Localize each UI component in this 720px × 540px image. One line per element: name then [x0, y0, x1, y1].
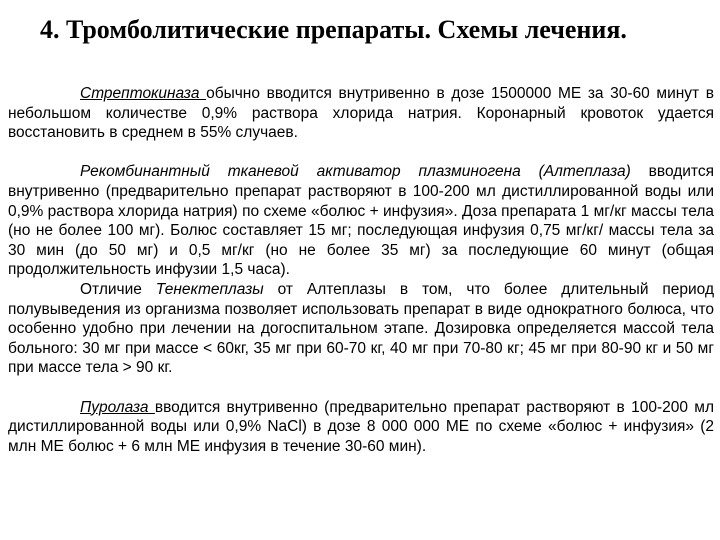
- paragraph-tenecteplase-lead: Отличие: [80, 280, 156, 298]
- slide-body: [8, 84, 714, 456]
- paragraph-alteplase-text: вводится внутривенно (предварительно препарат растворяют в 100-200 мл дистиллированной воды или 0,9% раствора хлорида натрия) по схеме «болюс + инфузия». Доза препарата 1 мг/кг массы тела (но не более 100 мг). Болюс составляет 15 мг; последующая инфузия 0,75 мг/кг/ массы тела за 30 мин (до 50 мг) и 0,5 мг/кг (но не более 35 мг) за последующие 60 минут (общая продолжительность инфузии 1,5 часа).: [8, 163, 715, 279]
- slide-title: 4. Тромболитические препараты. Схемы лечения.: [40, 15, 627, 44]
- drug-name-alteplase: Рекомбинантный тканевой активатор плазминогена (Алтеплаза): [80, 163, 631, 181]
- paragraph-tenecteplase-text: от Алтеплазы в том, что более длительный период полувыведения из организма позволяет использовать препарат в виде однократного болюса, что особенно удобно при лечении на догоспитальном этапе. Дозировка определяется массой тела больного: 30 мг при массе < 60кг, 35 мг при 60-70 кг, 40 мг при 70-80 кг; 45 мг при 80-90 кг и 50 мг при массе тела > 90 кг.: [8, 280, 714, 377]
- drug-name-purolase: Пуролаза: [80, 398, 155, 416]
- paragraph-streptokinase: [8, 84, 714, 143]
- paragraph-purolase: [8, 398, 714, 457]
- drug-name-tenecteplase: Тенектеплазы: [155, 280, 264, 298]
- paragraph-streptokinase-text: обычно вводится внутривенно в дозе 1500000 МЕ за 30-60 минут в небольшом количестве 0,9% раствора хлорида натрия. Коронарный кровоток удается восстановить в среднем в 55% случаев.: [8, 85, 714, 142]
- paragraph-tenecteplase: [8, 280, 714, 378]
- paragraph-purolase-text: вводится внутривенно (предварительно препарат растворяют в 100-200 мл дистиллированной воды или 0,9% NaCl) в дозе 8 000 000 МЕ по схеме «болюс + инфузия» (2 млн МЕ болюс + 6 млн МЕ инфузия в течение 30-60 мин).: [8, 398, 714, 455]
- drug-name-streptokinase: Стрептокиназа: [80, 85, 207, 102]
- paragraph-alteplase: [8, 162, 714, 280]
